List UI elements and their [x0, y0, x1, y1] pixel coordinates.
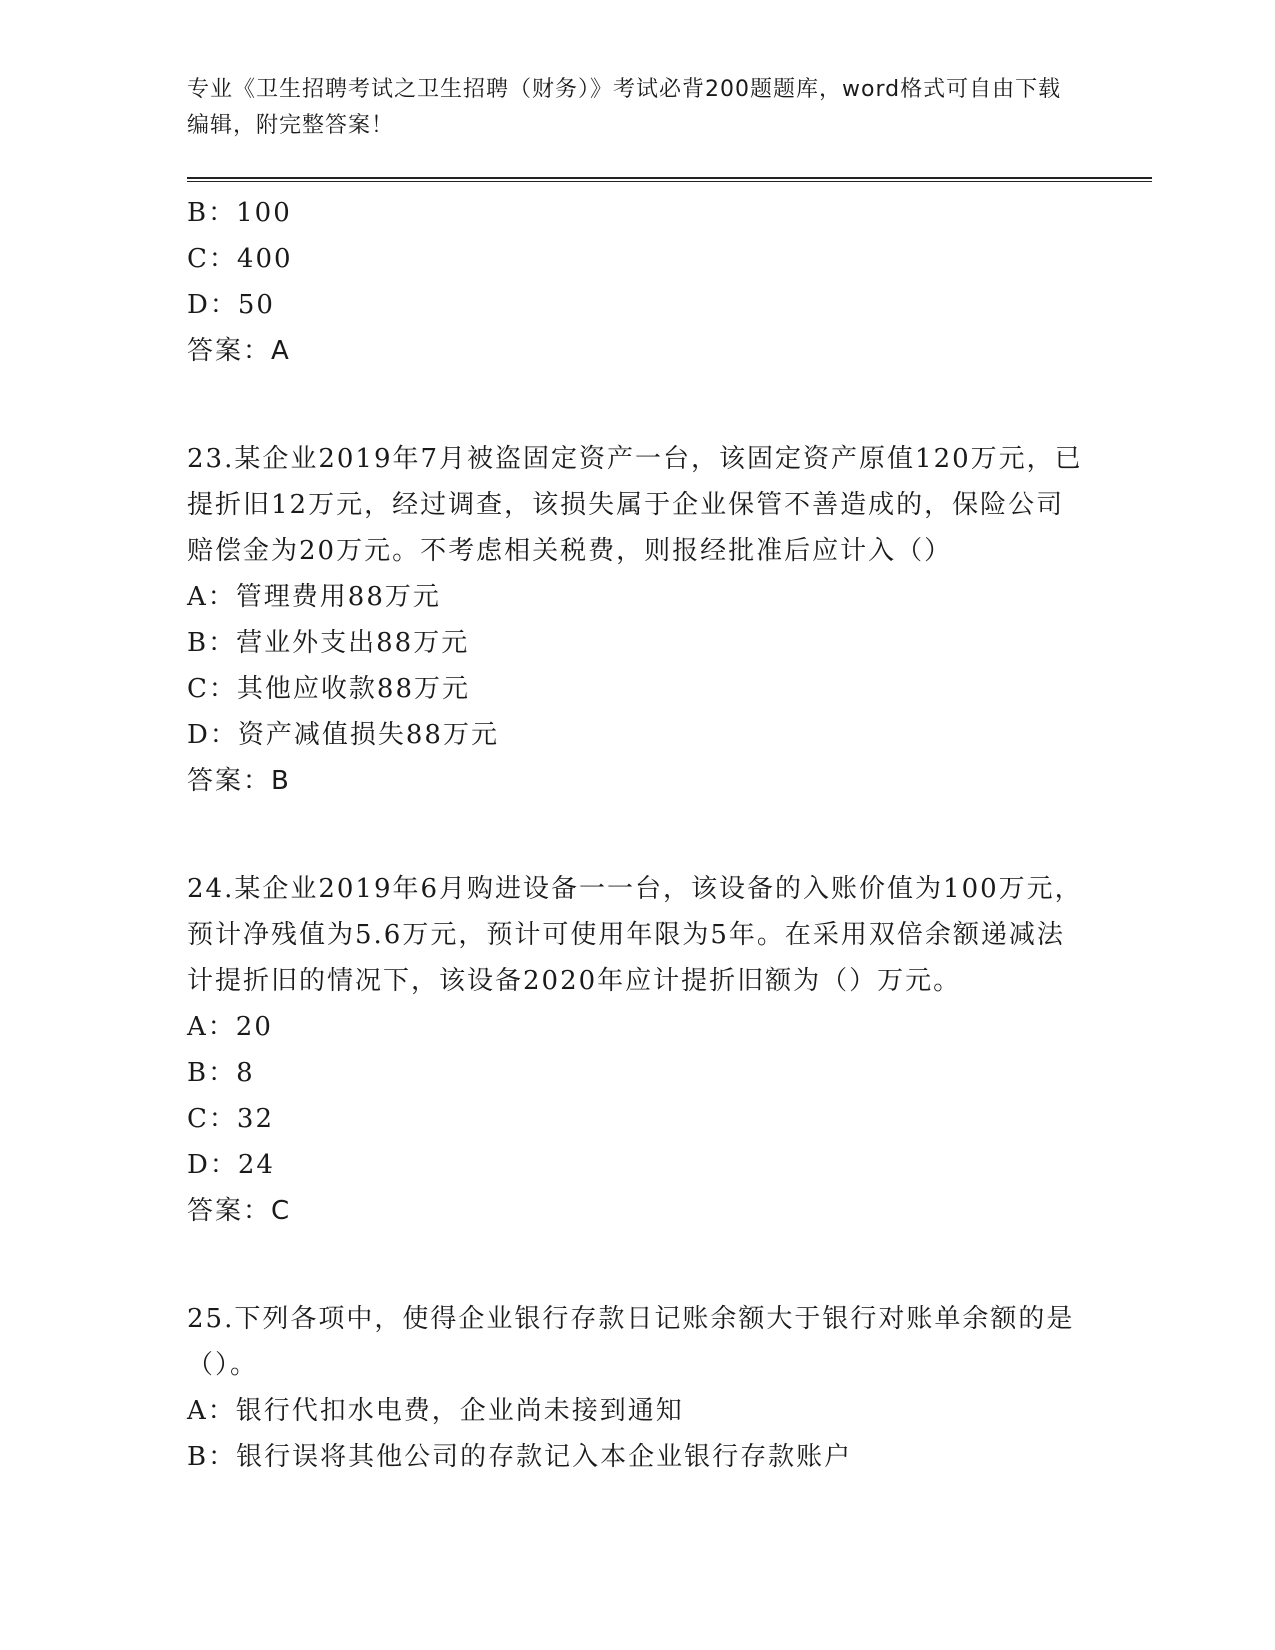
- option-letter: C：: [187, 674, 237, 704]
- previous-question-tail: [187, 190, 1087, 374]
- option-letter: C：: [187, 244, 237, 274]
- option-row: [187, 712, 1087, 758]
- question-block-24: [187, 866, 1087, 1234]
- option-letter: B：: [187, 1058, 237, 1088]
- option-row: [187, 1096, 1087, 1142]
- question-stem: 23.某企业2019年7月被盗固定资产一台，该固定资产原值120万元，已提折旧12万元，经过调查，该损失属于企业保管不善造成的，保险公司赔偿金为20万元。不考虑相关税费，则报经批准后应计入（）: [187, 444, 1083, 566]
- option-letter: B：: [187, 628, 237, 658]
- option-text: 100: [236, 198, 292, 228]
- question-content: [187, 190, 1087, 1480]
- option-letter: A：: [187, 582, 236, 612]
- option-row: [187, 1434, 1087, 1480]
- option-letter: A：: [187, 1012, 236, 1042]
- option-row: [187, 1050, 1087, 1096]
- option-text: 其他应收款88万元: [236, 674, 470, 704]
- option-row: [187, 1388, 1087, 1434]
- spacer: [187, 1234, 1087, 1296]
- option-row: [187, 574, 1087, 620]
- option-text: 管理费用88万元: [235, 582, 441, 612]
- answer-line: 答案：A: [187, 336, 291, 366]
- option-text: 资产减值损失88万元: [237, 720, 499, 750]
- option-row: [187, 1004, 1087, 1050]
- question-stem: 25.下列各项中，使得企业银行存款日记账余额大于银行对账单余额的是（）。: [187, 1304, 1075, 1380]
- option-row: [187, 1142, 1087, 1188]
- option-letter: B：: [187, 198, 237, 228]
- answer-line: 答案：C: [187, 1196, 292, 1226]
- option-row: [187, 620, 1087, 666]
- option-text: 50: [237, 290, 275, 320]
- option-letter: B：: [187, 1442, 237, 1472]
- option-text: 营业外支出88万元: [236, 628, 470, 658]
- option-row: [187, 236, 1087, 282]
- spacer: [187, 804, 1087, 866]
- document-header-title: 专业《卫生招聘考试之卫生招聘（财务）》考试必背200题题库，word格式可自由下载编辑，附完整答案！: [187, 77, 1062, 138]
- option-text: 32: [236, 1104, 274, 1134]
- question-block-25: [187, 1296, 1087, 1480]
- question-block-23: [187, 436, 1087, 804]
- header-divider-thick: [187, 177, 1152, 179]
- option-text: 20: [235, 1012, 273, 1042]
- question-stem: 24.某企业2019年6月购进设备一一台，该设备的入账价值为100万元，预计净残值为5.6万元，预计可使用年限为5年。在采用双倍余额递减法计提折旧的情况下，该设备2020年应计提折旧额为（）万元。: [187, 874, 1083, 996]
- answer-line: 答案：B: [187, 766, 291, 796]
- spacer: [187, 374, 1087, 436]
- option-row: [187, 666, 1087, 712]
- header-divider-thin: [187, 181, 1152, 182]
- option-text: 银行误将其他公司的存款记入本企业银行存款账户: [236, 1442, 853, 1472]
- option-letter: D：: [187, 720, 238, 750]
- option-text: 银行代扣水电费，企业尚未接到通知: [235, 1396, 684, 1426]
- option-letter: A：: [187, 1396, 236, 1426]
- option-letter: D：: [187, 1150, 238, 1180]
- option-row: [187, 282, 1087, 328]
- option-letter: C：: [187, 1104, 237, 1134]
- option-text: 24: [237, 1150, 275, 1180]
- option-letter: D：: [187, 290, 238, 320]
- option-text: 8: [236, 1058, 255, 1088]
- option-text: 400: [236, 244, 293, 274]
- option-row: [187, 190, 1087, 236]
